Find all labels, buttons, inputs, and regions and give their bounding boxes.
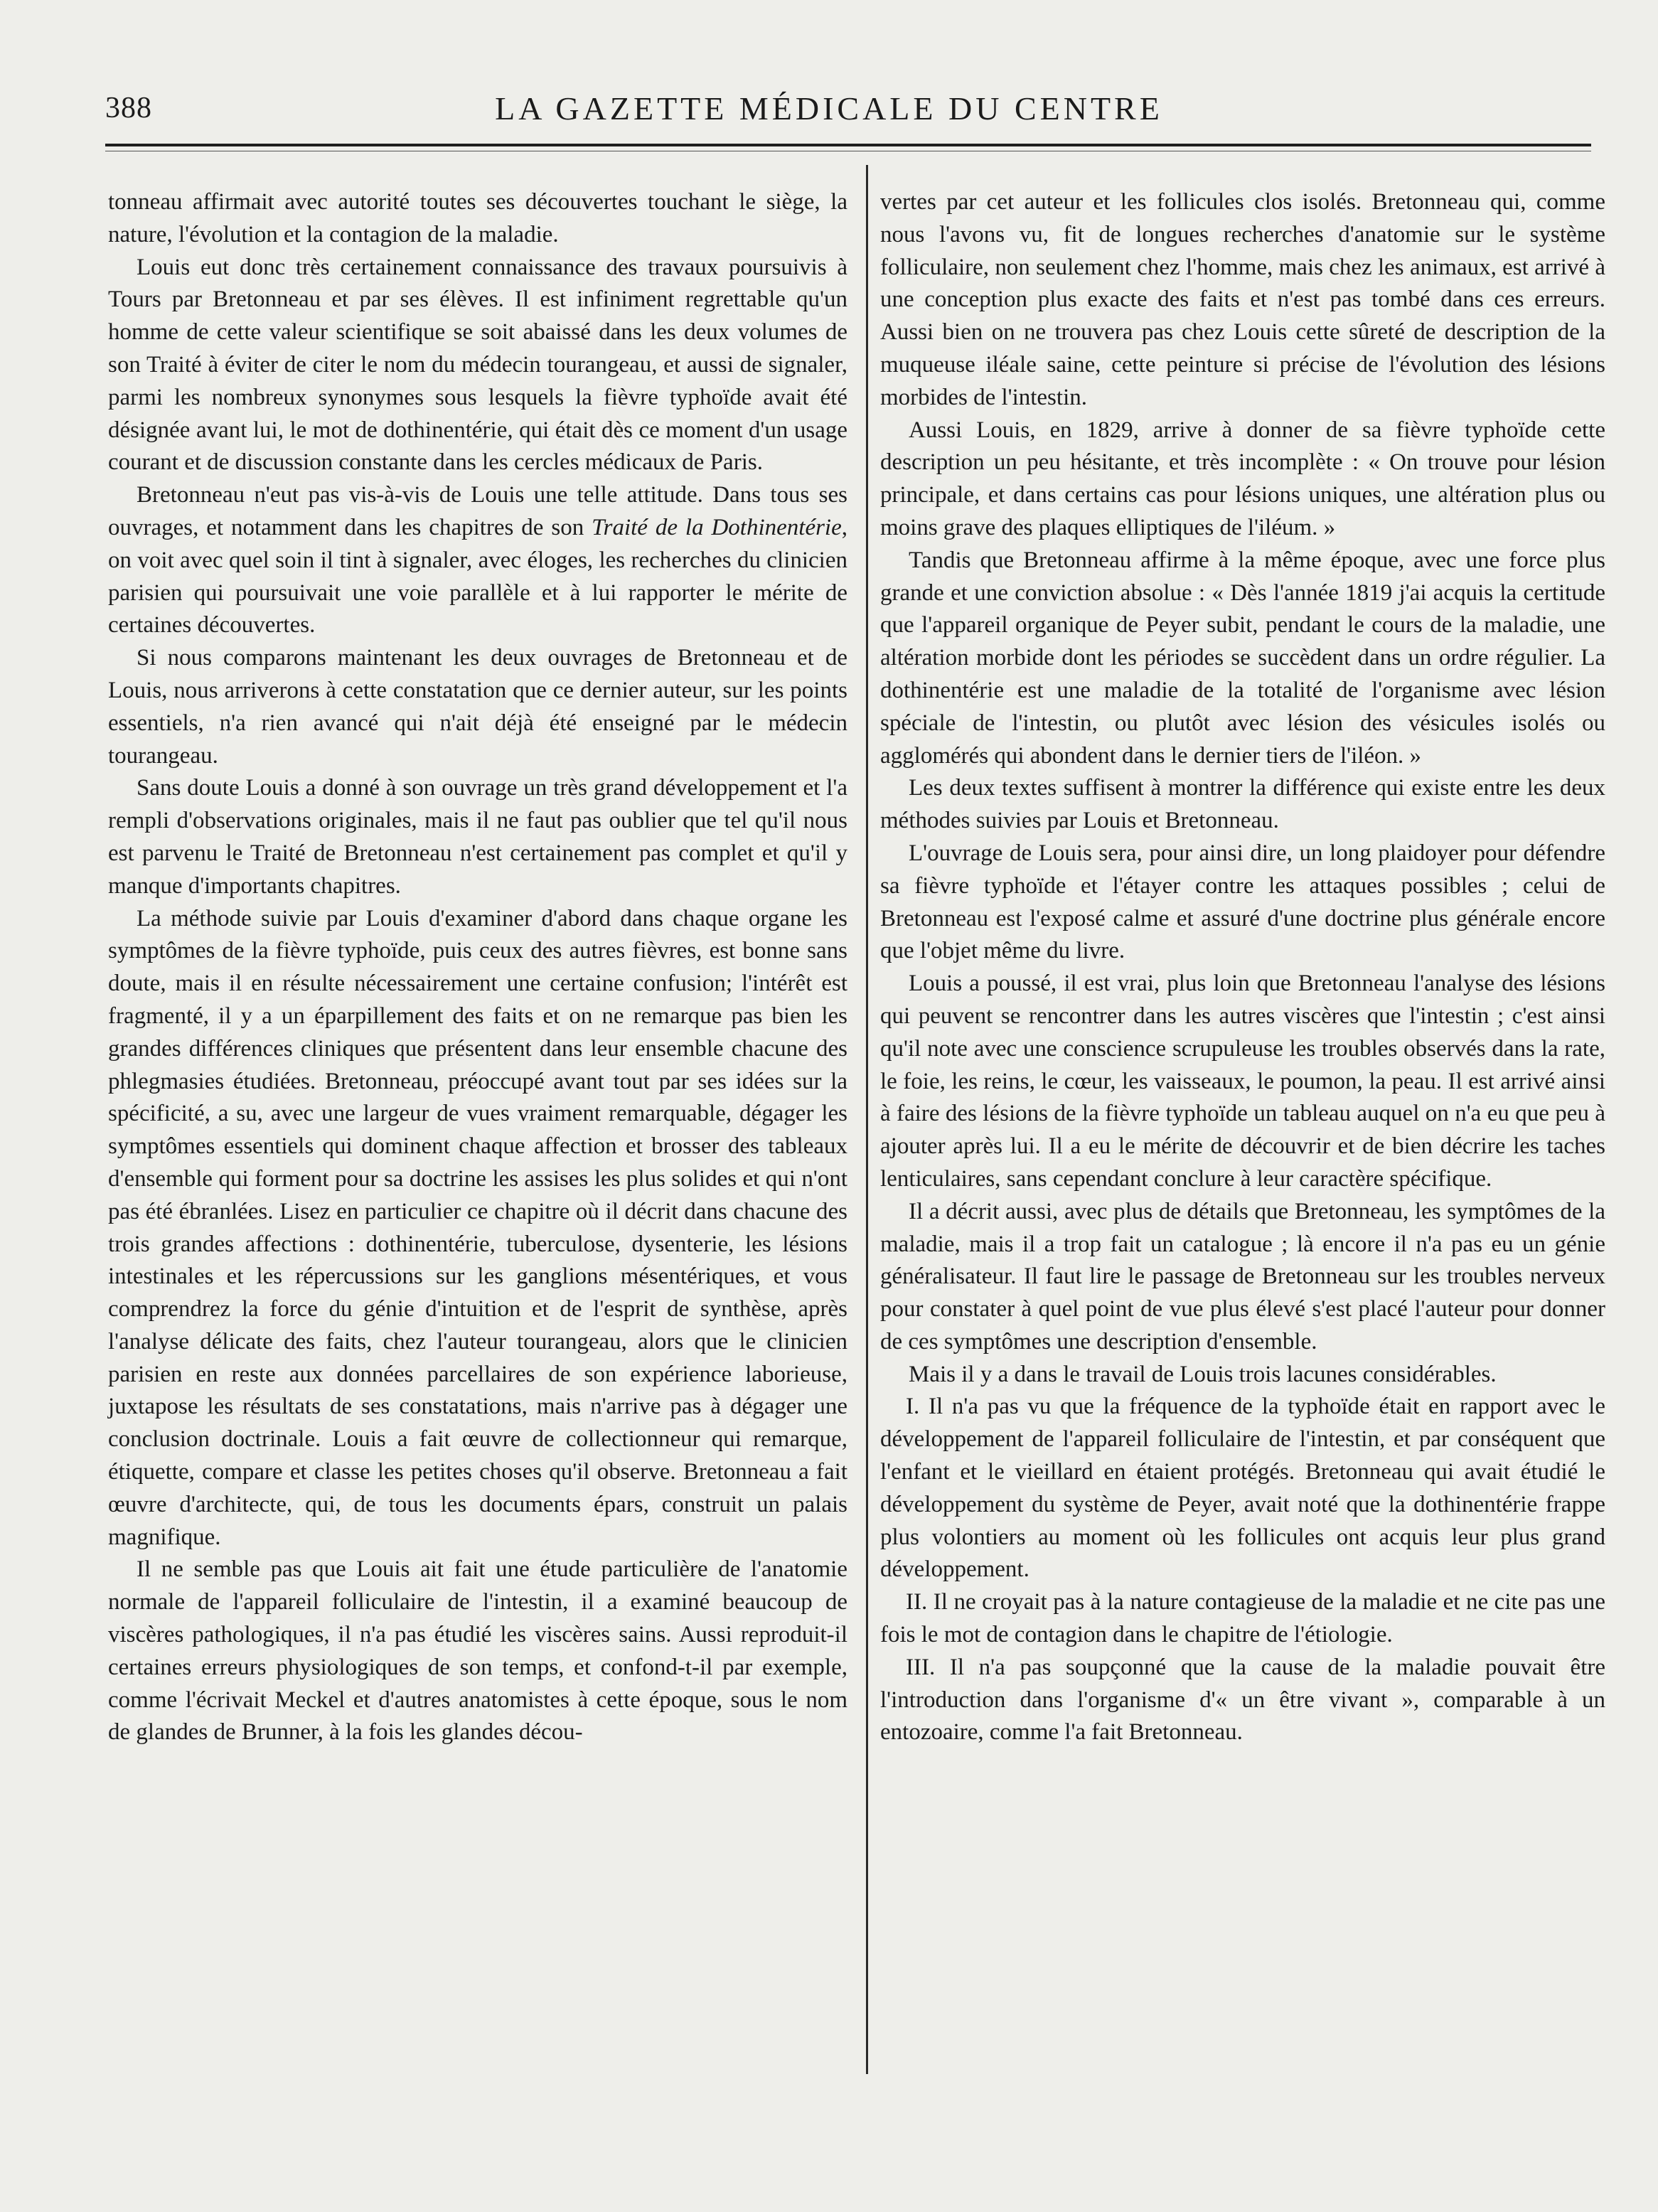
paragraph: Il a décrit aussi, avec plus de détails que Bretonneau, les symptômes de la maladie, mais il a trop fait un catalogue ; là encore il n'a pas eu un génie généralisateur. Il faut lire le passage de Bretonneau sur les troubles nerveux pour constater à quel point de vue plus élevé s'est placé l'auteur pour donner de ces symptômes une description d'ensemble. <box>880 1198 1605 1355</box>
list-item: III. Il n'a pas soupçonné que la cause de la maladie pouvait être l'introduction dans l'organisme d'« un être vivant », comparable à un entozoaire, comme l'a fait Bretonneau. <box>880 1654 1605 1746</box>
paragraph-text: , on voit avec quel soin il tint à signaler, avec éloges, les recherches du clinicien parisien qui poursuivait une voie parallèle et à lui rapporter le mérite de certaines découvertes. <box>108 514 847 639</box>
paragraph: Il ne semble pas que Louis ait fait une étude particulière de l'anatomie normale de l'appareil folliculaire de l'intestin, il a examiné beaucoup de viscères pathologiques, il n'a pas étudié les viscères sains. Aussi reproduit-il certaines erreurs physiologiques de son temps, et confond-t-il par exemple, comme l'écrivait Meckel et d'autres anatomistes à cette époque, sous le nom de glandes de Brunner, à la fois les glandes décou- <box>108 1556 847 1746</box>
journal-title: LA GAZETTE MÉDICALE DU CENTRE <box>495 90 1163 127</box>
paragraph: La méthode suivie par Louis d'examiner d'abord dans chaque organe les symptômes de la fièvre typhoïde, puis ceux des autres fièvres, est bonne sans doute, mais il en résulte nécessairement une certaine confusion; l'intérêt est fragmenté, il y a un éparpillement des faits et on ne remarque pas bien les grandes différences cliniques que présentent dans leur ensemble chacune des phlegmasies étudiées. Bretonneau, préoccupé avant tout par ses idées sur la spécificité, a su, avec une largeur de vues vraiment remarquable, dégager les symptômes essentiels qui dominent chaque affection et brosser des tableaux d'ensemble qui forment pour sa doctrine les assises les plus solides et qui n'ont pas été ébranlées. Lisez en particulier ce chapitre où il décrit dans chacune des trois grandes affections : dothinentérie, tuberculose, dysenterie, les lésions intestinales et les répercussions sur les ganglions mésentériques, et vous comprendrez la force du génie d'intuition et de l'esprit de synthèse, après l'analyse délicate des faits, chez l'auteur tourangeau, alors que le clinicien parisien en reste aux données parcellaires de son expérience laborieuse, juxtapose les résultats de ses constatations, mais n'arrive pas à dégager une conclusion doctrinale. Louis a fait œuvre de collectionneur qui remarque, étiquette, compare et classe les petites choses qu'il observe. Bretonneau a fait œuvre d'architecte, qui, de tous les documents épars, construit un palais magnifique. <box>108 905 847 1550</box>
paragraph: L'ouvrage de Louis sera, pour ainsi dire, un long plaidoyer pour défendre sa fièvre typhoïde et l'étayer contre les attaques possibles ; celui de Bretonneau est l'exposé calme et assuré d'une doctrine plus générale encore que l'objet même du livre. <box>880 840 1605 964</box>
paragraph: Louis a poussé, il est vrai, plus loin que Bretonneau l'analyse des lésions qui peuvent se rencontrer dans les autres viscères que l'intestin ; c'est ainsi qu'il note avec une conscience scrupuleuse les troubles observés dans la rate, le foie, les reins, le cœur, les vaisseaux, le poumon, la peau. Il est arrivé ainsi à faire des lésions de la fièvre typhoïde un tableau auquel on n'a eu que peu à ajouter après lui. Il a eu le mérite de découvrir et de bien décrire les taches lenticulaires, sans cependant conclure à leur caractère spécifique. <box>880 971 1605 1192</box>
left-column <box>108 186 847 1749</box>
paragraph: vertes par cet auteur et les follicules clos isolés. Bretonneau qui, comme nous l'avons vu, fit de longues recherches d'anatomie sur le système folliculaire, non seulement chez l'homme, mais chez les animaux, est arrivé à une conception plus exacte des faits et n'est pas tombé dans ces erreurs. Aussi bien on ne trouvera pas chez Louis cette sûreté de description de la muqueuse iléale saine, cette peinture si précise de l'évolution des lésions morbides de l'intestin. <box>880 189 1605 410</box>
paragraph: Aussi Louis, en 1829, arrive à donner de sa fièvre typhoïde cette description un peu hésitante, et très incomplète : « On trouve pour lésion principale, et dans certains cas pour lésions uniques, une altération plus ou moins grave des plaques elliptiques de l'iléum. » <box>880 417 1605 540</box>
book-title: Traité de la Dothinentérie <box>592 514 842 540</box>
paragraph: Sans doute Louis a donné à son ouvrage un très grand développement et l'a rempli d'observations originales, mais il ne faut pas oublier que tel qu'il nous est parvenu le Traité de Bretonneau n'est certainement pas complet et qu'il y manque d'importants chapitres. <box>108 775 847 899</box>
paragraph: tonneau affirmait avec autorité toutes ses découvertes touchant le siège, la nature, l'évolution et la contagion de la maladie. <box>108 189 847 247</box>
header-rule <box>105 144 1591 146</box>
list-item: II. Il ne croyait pas à la nature contagieuse de la maladie et ne cite pas une fois le mot de contagion dans le chapitre de l'étiologie. <box>880 1589 1605 1648</box>
paragraph: Mais il y a dans le travail de Louis trois lacunes considérables. <box>909 1361 1497 1387</box>
paragraph: Louis eut donc très certainement connaissance des travaux poursuivis à Tours par Bretonneau et par ses élèves. Il est infiniment regrettable qu'un homme de cette valeur scientifique se soit abaissé dans les deux volumes de son Traité à éviter de citer le nom du médecin tourangeau, et aussi de signaler, parmi les nombreux synonymes sous lesquels la fièvre typhoïde avait été désignée avant lui, le mot de dothinentérie, qui était dès ce moment d'un usage courant et de discussion constante dans les cercles médicaux de Paris. <box>108 254 847 476</box>
page-number: 388 <box>105 92 152 124</box>
right-column <box>880 186 1605 1749</box>
paragraph <box>108 479 847 642</box>
paragraph-text: Bretonneau n'eut pas vis-à-vis de Louis une telle attitude. Dans tous ses ouvrages, et notamment dans les chapitres de son <box>108 482 847 540</box>
column-divider <box>866 165 868 2074</box>
list-item: I. Il n'a pas vu que la fréquence de la typhoïde était en rapport avec le développement de l'appareil folliculaire de l'intestin, et par conséquent que l'enfant et le vieillard en étaient protégés. Bretonneau qui avait étudié le développement du système de Peyer, avait noté que la dothinentérie frappe plus volontiers au moment où les follicules ont acquis leur plus grand développement. <box>880 1394 1605 1583</box>
paragraph: Tandis que Bretonneau affirme à la même époque, avec une force plus grande et une conviction absolue : « Dès l'année 1819 j'ai acquis la certitude que l'appareil organique de Peyer subit, pendant le cours de la maladie, une altération morbide dont les périodes se succèdent dans un ordre régulier. La dothinentérie est une maladie de la totalité de l'organisme avec lésion spéciale de l'intestin, ou plutôt avec lésion des vésicules isolés ou agglomérés qui abondent dans le dernier tiers de l'iléon. » <box>880 547 1605 769</box>
paragraph: Si nous comparons maintenant les deux ouvrages de Bretonneau et de Louis, nous arriverons à cette constatation que ce dernier auteur, sur les points essentiels, n'a rien avancé qui n'ait déjà été enseigné par le médecin tourangeau. <box>108 645 847 769</box>
paragraph: Les deux textes suffisent à montrer la différence qui existe entre les deux méthodes suivies par Louis et Bretonneau. <box>880 775 1605 834</box>
